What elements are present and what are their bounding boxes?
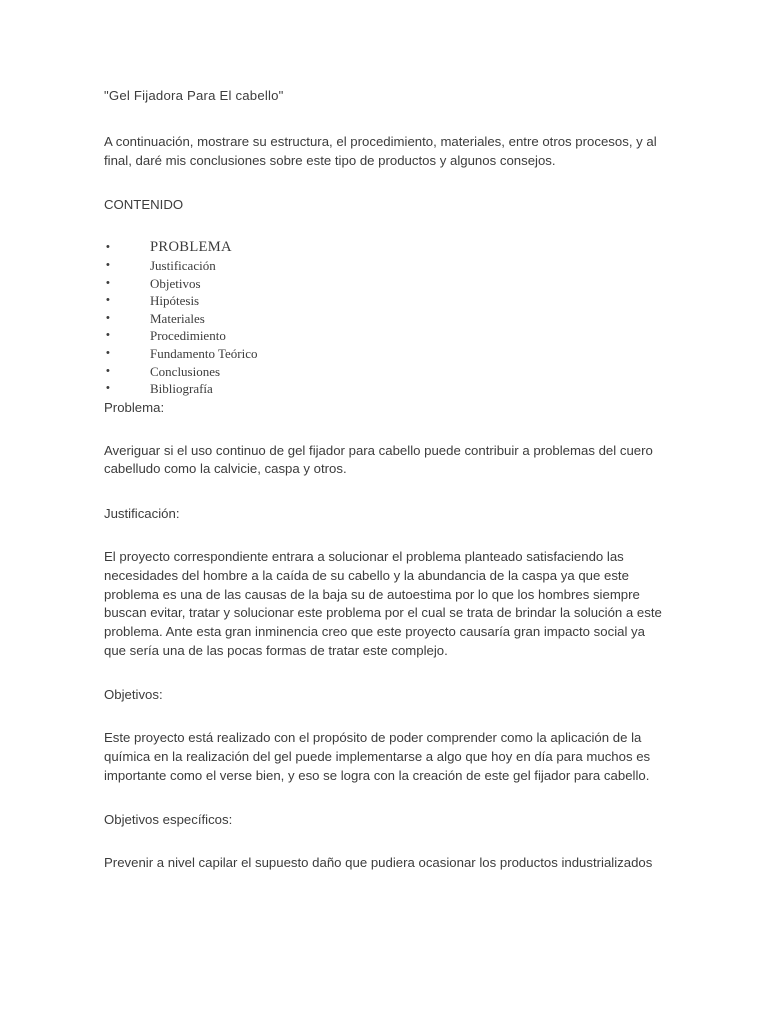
justificacion-heading: Justificación: [104,506,180,522]
spacer [104,105,662,133]
spacer [104,417,662,442]
contents-heading: CONTENIDO [104,197,184,213]
objetivos-paragraph: Este proyecto está realizado con el propósito de poder comprender como la aplicación de la química en la realización del gel puede implementarse a algo que hoy en día para muchos es importante como el verse bien, y eso se logra con la creación de este gel fijador para cabello. [104,730,651,783]
bullet-icon: • [106,294,110,307]
problema-paragraph: Averiguar si el uso continuo de gel fijador para cabello puede contribuir a problemas del cuero cabelludo como la calvicie, caspa y otros. [104,442,653,477]
list-item-label: Objetivos [150,275,201,291]
list-item-label: Fundamento Teórico [150,345,258,361]
bullet-icon: • [106,311,110,324]
spacer [104,479,662,504]
bullet-icon: • [106,382,110,395]
list-item [104,310,662,328]
list-item-label: Justificación [150,258,216,273]
bullet-icon: • [106,364,110,377]
objetivos-especificos-heading: Objetivos específicos: [104,812,233,828]
list-item-label: PROBLEMA [150,239,232,256]
justificacion-paragraph: El proyecto correspondiente entrara a solucionar el problema planteado satisfaciendo las necesidades del hombre a la caída de su cabello y la abundancia de la caspa ya que este problema es una de las causas de la baja su de autoestima por lo que los hombres siempre buscan evitar, tratar y solucionar este problema por el cual se trata de brindar la solución a este problema. Ante esta gran inminencia creo que este proyecto causaría gran impacto social ya que sería una de las pocas formas de tratar este complejo. [104,549,662,658]
document-title: "Gel Fijadora Para El cabello" [104,88,284,103]
table-of-contents [104,239,662,397]
document-body [104,86,662,873]
objetivos-heading: Objetivos: [104,687,163,703]
bullet-icon: • [106,329,110,342]
spacer [104,170,662,195]
list-item [104,292,662,310]
spacer [104,523,662,548]
list-item-label: Procedimiento [150,328,226,344]
list-item [104,327,662,345]
bullet-icon: • [106,259,110,271]
spacer [104,704,662,729]
bullet-icon: • [106,241,111,254]
spacer [104,785,662,810]
bullet-icon: • [106,346,110,359]
spacer [104,660,662,685]
list-item-label: Hipótesis [150,293,200,309]
objetivos-especificos-paragraph: Prevenir a nivel capilar el supuesto daño que pudiera ocasionar los productos industrializados [104,855,653,871]
list-item [104,380,662,398]
list-item-label: Materiales [150,310,205,326]
spacer [104,829,662,854]
list-item [104,363,662,381]
intro-paragraph: A continuación, mostrare su estructura, el procedimiento, materiales, entre otros procesos, y al final, daré mis conclusiones sobre este tipo de productos y algunos consejos. [104,134,657,168]
list-item [104,239,662,257]
list-item-label: Conclusiones [150,363,221,379]
list-item [104,275,662,293]
problema-heading: Problema: [104,399,165,415]
bullet-icon: • [106,276,110,289]
list-item [104,257,662,275]
list-item-label: Bibliografía [150,381,213,397]
list-item [104,345,662,363]
spacer [104,214,662,239]
